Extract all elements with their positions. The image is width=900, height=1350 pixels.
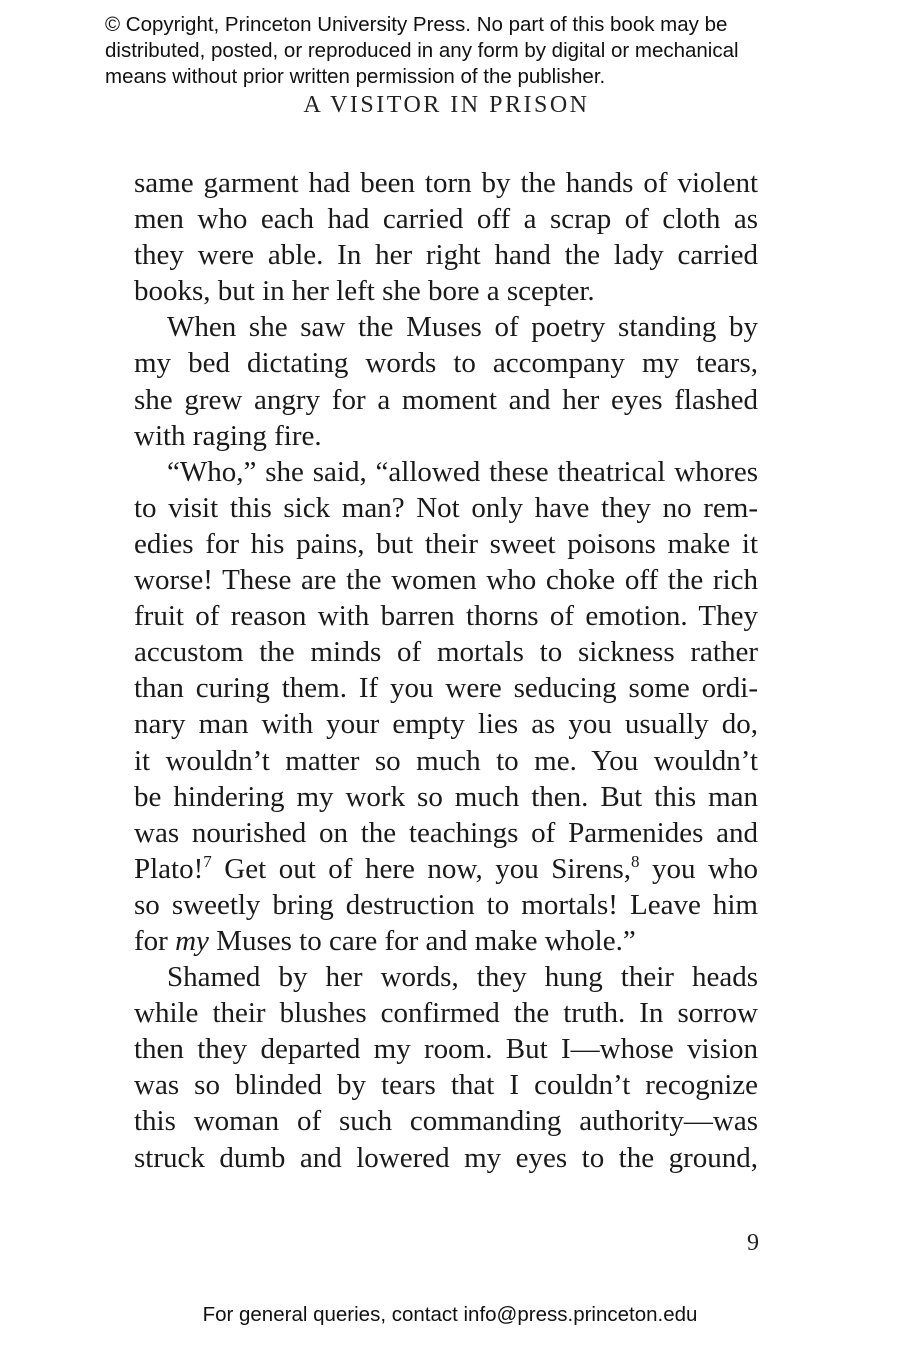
text-fragment: Muses to care for and make whole.” <box>208 924 636 957</box>
text-line: edies for his pains, but their sweet poisons make it <box>134 527 758 560</box>
text-line: with raging fire. <box>134 419 322 452</box>
footnote-marker: 8 <box>631 851 640 871</box>
running-head: A VISITOR IN PRISON <box>303 92 590 118</box>
text-line: same garment had been torn by the hands of violent <box>134 167 758 199</box>
text-line: she grew angry for a moment and her eyes flashed <box>134 383 758 416</box>
text-line: they were able. In her right hand the lady carried <box>134 239 758 272</box>
text-line: it wouldn’t matter so much to me. You wouldn’t <box>134 744 758 777</box>
copyright-line: distributed, posted, or reproduced in any form by digital or mechanical <box>105 39 739 62</box>
copyright-notice <box>105 12 825 90</box>
copyright-line: © Copyright, Princeton University Press. No part of this book may be <box>105 13 728 36</box>
text-line: books, but in her left she bore a scepter. <box>134 275 595 308</box>
body-text <box>134 165 758 1176</box>
text-fragment: Plato! <box>134 852 204 885</box>
text-line: my bed dictating words to accompany my tears, <box>134 347 758 380</box>
text-fragment: you who <box>639 852 758 885</box>
text-fragment: for <box>134 924 176 957</box>
text-line: nary man with your empty lies as you usually do, <box>134 708 758 741</box>
text-line: so sweetly bring destruction to mortals! Leave him <box>134 888 758 921</box>
text-line: Shamed by her words, they hung their heads <box>167 961 758 994</box>
text-line: this woman of such commanding authority—was <box>134 1105 758 1138</box>
text-line: while their blushes confirmed the truth. In sorrow <box>134 997 758 1030</box>
text-line-with-emphasis <box>134 923 758 959</box>
text-line: than curing them. If you were seducing some ordi- <box>134 672 758 705</box>
text-line: accustom the minds of mortals to sickness rather <box>134 636 758 669</box>
text-line: was nourished on the teachings of Parmenides and <box>134 816 758 849</box>
text-line: then they departed my room. But I—whose vision <box>134 1033 758 1066</box>
text-fragment: Get out of here now, you Sirens, <box>211 852 631 885</box>
text-line: was so blinded by tears that I couldn’t recognize <box>134 1069 758 1102</box>
text-line: be hindering my work so much then. But this man <box>134 780 758 813</box>
text-line: “Who,” she said, “allowed these theatrical whores <box>167 455 758 488</box>
text-line: worse! These are the women who choke off the rich <box>134 564 758 597</box>
copyright-line: means without prior written permission of the publisher. <box>105 65 606 88</box>
text-line: to visit this sick man? Not only have they no rem- <box>134 491 758 524</box>
text-line-with-notes <box>134 851 758 887</box>
footnote-marker: 7 <box>203 851 212 871</box>
emphasis-text: my <box>175 924 209 957</box>
text-line: When she saw the Muses of poetry standing by <box>167 311 758 344</box>
text-line: men who each had carried off a scrap of cloth as <box>134 203 758 236</box>
page-number: 9 <box>747 1230 759 1256</box>
text-line: struck dumb and lowered my eyes to the ground, <box>134 1141 758 1174</box>
footer-contact: For general queries, contact info@press.princeton.edu <box>202 1303 698 1326</box>
text-line: fruit of reason with barren thorns of emotion. They <box>134 600 758 633</box>
